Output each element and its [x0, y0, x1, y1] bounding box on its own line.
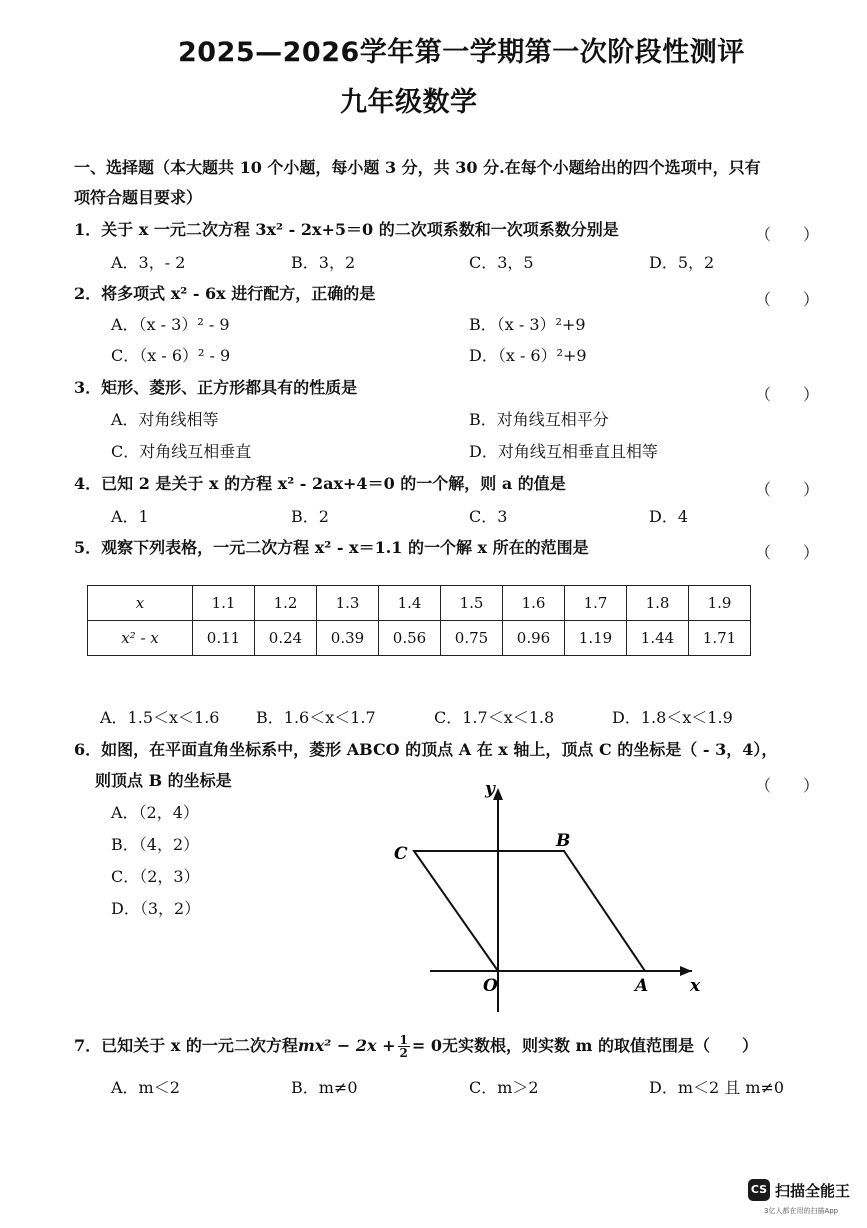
label-o: O	[483, 976, 498, 996]
q1-option-c: C．3，5	[469, 253, 534, 272]
question-2-stem: 2．将多项式 x² - 6x 进行配方，正确的是	[74, 284, 376, 303]
q4-option-a: A．1	[111, 507, 149, 526]
q3-option-a: A．对角线相等	[111, 410, 219, 429]
answer-paren-1: （ ）	[755, 225, 820, 244]
q7-equation-right: = 0	[411, 1036, 442, 1055]
section-heading-line1: 一、选择题（本大题共 10 个小题，每小题 3 分，共 30 分.在每个小题给出的四个选项中，只有	[74, 158, 761, 177]
q5-option-b: B．1.6＜x＜1.7	[256, 708, 376, 727]
q7-equation-left: mx² − 2x +	[297, 1036, 396, 1055]
q5-option-c: C．1.7＜x＜1.8	[434, 708, 555, 727]
q4-option-b: B．2	[291, 507, 329, 526]
table-cell: 1.8	[627, 586, 689, 621]
q6-option-c: C．（2，3）	[111, 867, 200, 886]
table-cell: 1.6	[503, 586, 565, 621]
q7-option-d: D．m＜2 且 m≠0	[649, 1078, 785, 1097]
q7-fraction	[398, 1034, 410, 1059]
q6-option-a: A．（2，4）	[111, 803, 199, 822]
table-cell: 1.4	[379, 586, 441, 621]
table-cell: 1.5	[441, 586, 503, 621]
table-cell: 0.96	[503, 621, 565, 656]
answer-paren-2: （ ）	[755, 290, 820, 309]
table-cell: 0.75	[441, 621, 503, 656]
watermark-name: 扫描全能王	[775, 1182, 851, 1200]
values-table	[87, 585, 751, 656]
q2-option-d: D．（x - 6）²+9	[469, 346, 587, 365]
q3-option-d: D．对角线互相垂直且相等	[469, 442, 658, 461]
q3-option-c: C．对角线互相垂直	[111, 442, 252, 461]
table-cell: 1.44	[627, 621, 689, 656]
question-4-stem: 4．已知 2 是关于 x 的方程 x² - 2ax+4＝0 的一个解，则 a 的值是	[74, 474, 566, 493]
table-cell: 1.2	[255, 586, 317, 621]
answer-paren-5: （ ）	[755, 543, 820, 562]
q4-option-c: C．3	[469, 507, 508, 526]
label-x: x	[690, 976, 701, 996]
question-6-stem-line1: 6．如图，在平面直角坐标系中，菱形 ABCO 的顶点 A 在 x 轴上，顶点 C 的坐标是（ - 3，4），	[74, 740, 778, 759]
table-cell: 1.7	[565, 586, 627, 621]
table-cell: 0.56	[379, 621, 441, 656]
x-axis-arrow-icon	[680, 966, 692, 976]
rhombus-edges	[414, 851, 645, 971]
q7-option-c: C．m＞2	[469, 1078, 539, 1097]
exam-title: 2025—2026学年第一学期第一次阶段性测评	[178, 37, 745, 68]
table-cell: 0.11	[193, 621, 255, 656]
table-cell: 1.9	[689, 586, 751, 621]
q2-option-a: A．（x - 3）² - 9	[111, 315, 230, 334]
table-cell: 1.1	[193, 586, 255, 621]
table-cell: 0.24	[255, 621, 317, 656]
q7-option-a: A．m＜2	[111, 1078, 180, 1097]
label-c: C	[394, 844, 408, 864]
watermark-tagline: 3亿人都在用的扫描App	[764, 1207, 839, 1215]
answer-paren-6: （ ）	[755, 776, 820, 795]
table-cell: 0.39	[317, 621, 379, 656]
table-cell: 1.71	[689, 621, 751, 656]
question-6-stem-line2: 则顶点 B 的坐标是	[95, 771, 232, 790]
answer-paren-3: （ ）	[755, 385, 820, 404]
section-heading-line2: 项符合题目要求）	[74, 188, 203, 207]
q1-option-d: D．5，2	[649, 253, 715, 272]
question-3-stem: 3．矩形、菱形、正方形都具有的性质是	[74, 378, 358, 397]
q2-option-c: C．（x - 6）² - 9	[111, 346, 231, 365]
q7-option-b: B．m≠0	[291, 1078, 358, 1097]
q7-fraction-den: 2	[399, 1046, 408, 1060]
exam-subtitle: 九年级数学	[340, 87, 478, 118]
table-header-f: x² - x	[88, 621, 193, 656]
table-row-f	[88, 621, 751, 656]
question-5-stem: 5．观察下列表格，一元二次方程 x² - x＝1.1 的一个解 x 所在的范围是	[74, 538, 589, 557]
label-b: B	[556, 831, 571, 851]
q5-option-a: A．1.5＜x＜1.6	[100, 708, 220, 727]
q3-option-b: B．对角线互相平分	[469, 410, 609, 429]
table-row-x	[88, 586, 751, 621]
table-cell: 1.19	[565, 621, 627, 656]
table-header-x: x	[88, 586, 193, 621]
q7-stem-pre: 7．已知关于 x 的一元二次方程	[74, 1036, 298, 1055]
q5-option-d: D．1.8＜x＜1.9	[612, 708, 733, 727]
q7-stem-post: 无实数根，则实数 m 的取值范围是（ ）	[441, 1036, 759, 1055]
label-a: A	[635, 976, 649, 996]
label-y: y	[485, 780, 495, 799]
q4-option-d: D．4	[649, 507, 689, 526]
q7-fraction-num: 1	[399, 1033, 408, 1047]
question-7-stem	[74, 1034, 758, 1059]
rhombus-figure	[380, 780, 720, 1020]
answer-paren-4: （ ）	[755, 480, 820, 499]
camscanner-logo-icon: CS	[748, 1179, 770, 1201]
q1-option-b: B．3，2	[291, 253, 356, 272]
table-cell: 1.3	[317, 586, 379, 621]
q6-option-b: B．（4，2）	[111, 835, 200, 854]
q6-option-d: D．（3，2）	[111, 899, 201, 918]
question-1-stem: 1．关于 x 一元二次方程 3x² - 2x+5＝0 的二次项系数和一次项系数分别是	[74, 220, 619, 239]
q1-option-a: A．3，- 2	[111, 253, 186, 272]
q2-option-b: B．（x - 3）²+9	[469, 315, 586, 334]
